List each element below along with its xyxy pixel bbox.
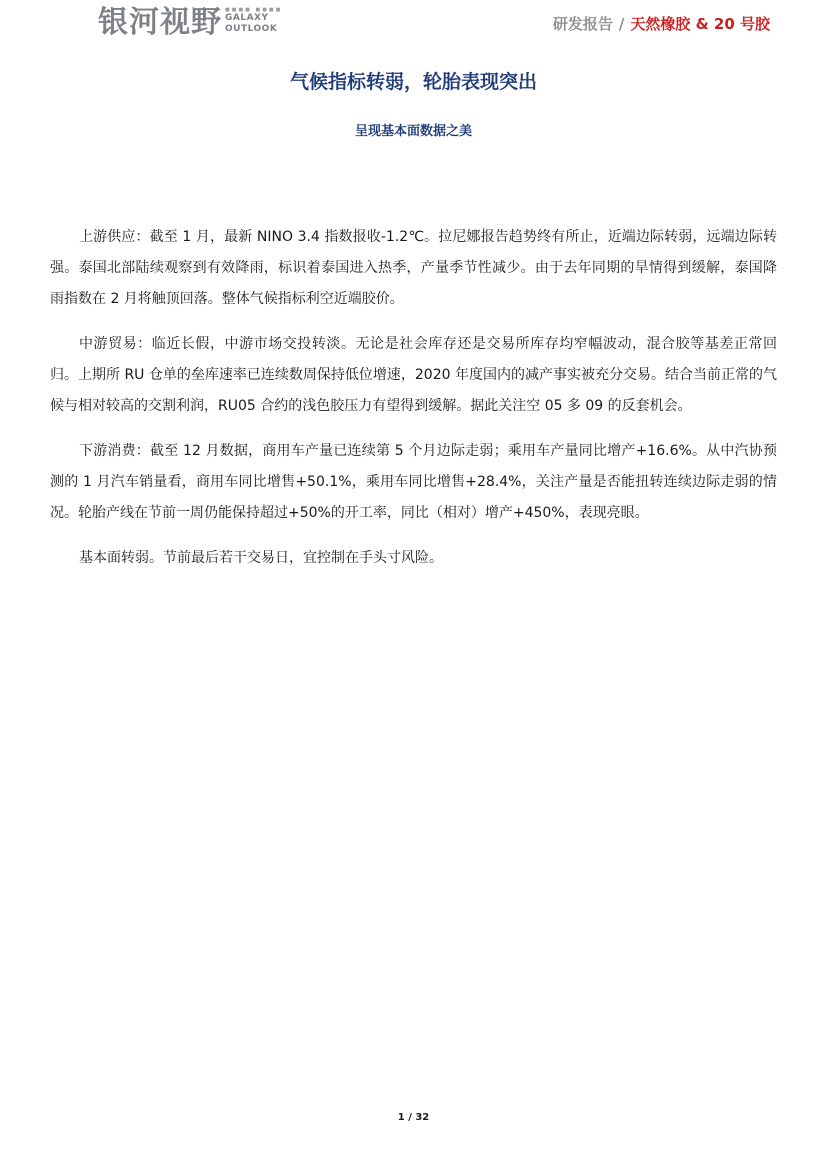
galaxy-outlook-logo	[98, 6, 282, 40]
paragraph-downstream-consumption: 下游消费：截至 12 月数据，商用车产量已连续第 5 个月边际走弱；乘用车产量同比增产+16.6%。从中汽协预测的 1 月汽车销量看，商用车同比增售+50.1%，乘用车同比增售+28.4%，关注产量是否能扭转连续边际走弱的情况。轮胎产线在节前一周仍能保持超过+50%的开工率，同比（相对）增产+450%，表现亮眼。	[50, 443, 777, 521]
document-subtitle: 呈现基本面数据之美	[354, 124, 472, 139]
logo-english-line-2: OUTLOOK	[225, 24, 278, 34]
report-breadcrumb	[553, 13, 770, 35]
report-type: 研发报告	[552, 15, 613, 33]
logo-dots: ■■■■ ■■■■	[225, 7, 283, 13]
logo-english-block	[225, 6, 282, 35]
logo-english-line-1: GALAXY	[225, 13, 269, 23]
paragraph-upstream-supply: 上游供应：截至 1 月，最新 NINO 3.4 指数报收-1.2℃。拉尼娜报告趋势终有所止，近端边际转弱，远端边际转强。泰国北部陆续观察到有效降雨，标识着泰国进入热季，产量季节性减少。由于去年同期的旱情得到缓解，泰国降雨指数在 2 月将触顶回落。整体气候指标利空近端胶价。	[50, 229, 777, 307]
report-body	[50, 222, 777, 588]
paragraph-midstream-trade: 中游贸易：临近长假，中游市场交投转淡。无论是社会库存还是交易所库存均窄幅波动，混合胶等基差正常回归。上期所 RU 仓单的垒库速率已连续数周保持低位增速，2020 年度国内的减产事实被充分交易。结合当前正常的气候与相对较高的交割利润，RU05 合约的浅色胶压力有望得到缓解。据此关注空 05 多 09 的反套机会。	[50, 336, 777, 414]
paragraph-conclusion: 基本面转弱。节前最后若干交易日，宜控制在手头寸风险。	[79, 550, 443, 566]
logo-chinese-text: 银河视野	[98, 5, 222, 40]
report-topic: 天然橡胶 & 20 号胶	[630, 15, 770, 33]
document-title: 气候指标转弱，轮胎表现突出	[289, 71, 537, 93]
breadcrumb-separator: /	[618, 15, 625, 33]
page-header	[0, 0, 827, 50]
page-number: 1 / 32	[397, 1112, 430, 1123]
